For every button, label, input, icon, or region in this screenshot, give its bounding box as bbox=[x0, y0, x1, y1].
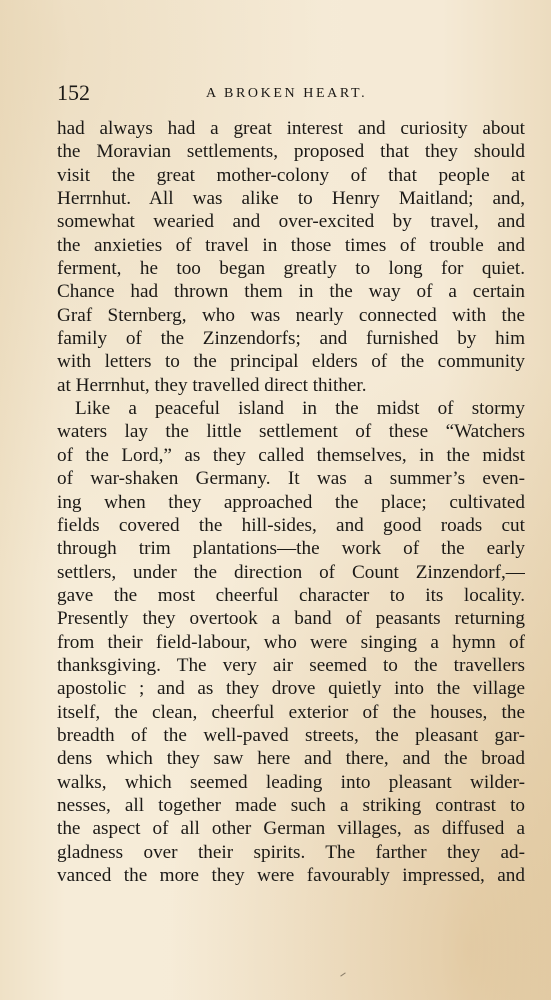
text-line: Like a peaceful island in the midst of stormy bbox=[75, 398, 525, 420]
text-line: walks, which seemed leading into pleasant wilder- bbox=[57, 771, 525, 793]
text-line: visit the great mother-colony of that people at bbox=[57, 164, 525, 186]
text-line: somewhat wearied and over-excited by travel, and bbox=[57, 211, 525, 233]
text-line: fields covered the hill-sides, and good roads cut bbox=[57, 514, 525, 536]
text-line: gladness over their spirits. The farther they ad- bbox=[57, 841, 525, 863]
text-line: vanced the more they were favourably impressed, and bbox=[57, 865, 525, 886]
text-line: ferment, he too began greatly to long for quiet. bbox=[57, 258, 525, 280]
page-number: 152 bbox=[57, 80, 90, 105]
text-line: Chance had thrown them in the way of a certain bbox=[57, 281, 525, 303]
text-line: apostolic ; and as they drove quietly into the village bbox=[57, 678, 525, 700]
text-line: with letters to the principal elders of the community bbox=[57, 351, 525, 373]
text-line: from their field-labour, who were singing a hymn of bbox=[57, 631, 525, 653]
text-line: of the Lord,” as they called themselves, in the midst bbox=[57, 444, 525, 466]
text-line: Presently they overtook a band of peasants returning bbox=[57, 608, 525, 630]
text-line: the Moravian settlements, proposed that they should bbox=[57, 141, 525, 163]
text-line: nesses, all together made such a striking contrast to bbox=[57, 794, 525, 816]
text-line: ing when they approached the place; cultivated bbox=[57, 491, 525, 513]
text-line: Herrnhut. All was alike to Henry Maitland; and, bbox=[57, 188, 525, 210]
text-line: had always had a great interest and curiosity about bbox=[57, 118, 525, 139]
text-line: family of the Zinzendorfs; and furnished by him bbox=[57, 328, 525, 350]
running-head: A BROKEN HEART. bbox=[206, 86, 368, 101]
text-line: Graf Sternberg, who was nearly connected with the bbox=[57, 304, 525, 326]
text-line: breadth of the well-paved streets, the pleasant gar- bbox=[57, 724, 525, 746]
text-line: through trim plantations—the work of the early bbox=[57, 538, 525, 560]
text-line: at Herrnhut, they travelled direct thither. bbox=[57, 374, 367, 396]
text-line: waters lay the little settlement of these “Watchers bbox=[57, 421, 525, 443]
page-header bbox=[0, 80, 551, 110]
text-line: dens which they saw here and there, and the broad bbox=[57, 748, 525, 770]
text-line: settlers, under the direction of Count Zinzendorf,— bbox=[57, 561, 525, 583]
text-line: the anxieties of travel in those times of trouble and bbox=[57, 234, 525, 256]
text-line: gave the most cheerful character to its locality. bbox=[57, 584, 525, 606]
printer-mark bbox=[340, 972, 345, 976]
body-text bbox=[57, 117, 525, 887]
text-line: of war-shaken Germany. It was a summer’s even- bbox=[57, 468, 525, 490]
text-line: the aspect of all other German villages, as diffused a bbox=[57, 818, 525, 840]
text-line: itself, the clean, cheerful exterior of the houses, the bbox=[57, 701, 525, 723]
text-line: thanksgiving. The very air seemed to the travellers bbox=[57, 654, 525, 676]
